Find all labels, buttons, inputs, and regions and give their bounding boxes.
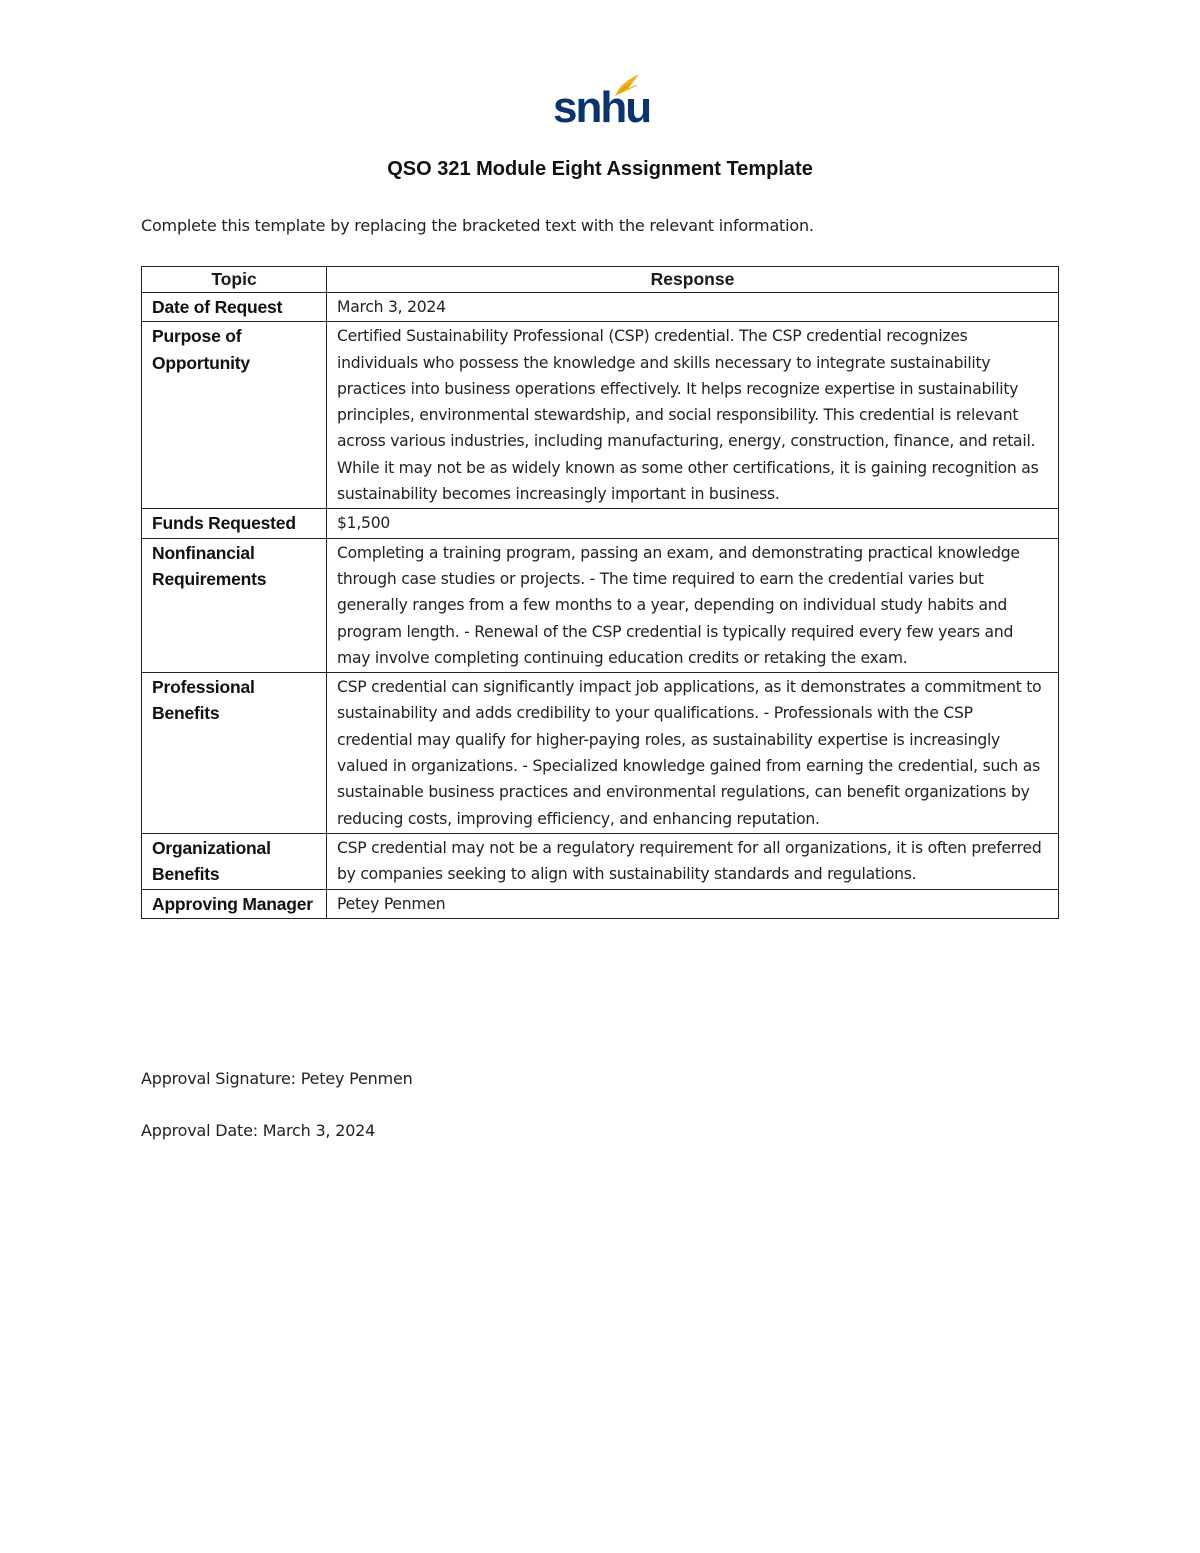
row-topic: Organizational Benefits [142,833,327,889]
row-response: $1,500 [327,509,1059,538]
table-row-purpose [142,322,1059,509]
table-header-row [142,267,1059,293]
approval-signature: Approval Signature: Petey Penmen [141,1069,413,1088]
row-response: Completing a training program, passing an exam, and demonstrating practical knowledge through case studies or projects. - The time required to earn the credential varies but generally ranges from a few months to a year, depending on individual study habits and program length. - Renewal of the CSP credential is typically required every few years and may involve completing continuing education credits or retaking the exam. [327,538,1059,672]
row-topic: Funds Requested [142,509,327,538]
row-topic: Approving Manager [142,889,327,918]
row-topic: Purpose of Opportunity [142,322,327,509]
logo-wordmark: snhu [553,83,651,132]
table-row-funds [142,509,1059,538]
row-response: CSP credential can significantly impact job applications, as it demonstrates a commitment to sustainability and adds credibility to your qualifications. - Professionals with the CSP credential may qualify for higher-paying roles, as sustainability expertise is increasingly valued in organizations. - Specialized knowledge gained from earning the credential, such as sustainable business practices and environmental regulations, can benefit organizations by reducing costs, improving efficiency, and enhancing reputation. [327,673,1059,834]
table-row-nonfinancial [142,538,1059,672]
table-row-professional-benefits [142,673,1059,834]
table-row-date-of-request [142,293,1059,322]
row-response: CSP credential may not be a regulatory requirement for all organizations, it is often preferred by companies seeking to align with sustainability standards and regulations. [327,833,1059,889]
header-topic: Topic [142,267,327,293]
row-response: Certified Sustainability Professional (CSP) credential. The CSP credential recognizes individuals who possess the knowledge and skills necessary to integrate sustainability practices into business operations effectively. It helps recognize expertise in sustainability principles, environmental stewardship, and social responsibility. This credential is relevant across various industries, including manufacturing, energy, construction, finance, and retail. While it may not be as widely known as some other certifications, it is gaining recognition as sustainability becomes increasingly important in business. [327,322,1059,509]
row-response: Petey Penmen [327,889,1059,918]
header-response: Response [327,267,1059,293]
instructions-text: Complete this template by replacing the bracketed text with the relevant information. [141,216,814,235]
snhu-logo [553,72,651,134]
row-response: March 3, 2024 [327,293,1059,322]
row-topic: Date of Request [142,293,327,322]
table-row-organizational-benefits [142,833,1059,889]
assignment-table [141,266,1059,919]
row-topic: Nonfinancial Requirements [142,538,327,672]
page-title: QSO 321 Module Eight Assignment Template [387,158,813,180]
table-row-approving-manager [142,889,1059,918]
row-topic: Professional Benefits [142,673,327,834]
approval-date: Approval Date: March 3, 2024 [141,1121,376,1140]
